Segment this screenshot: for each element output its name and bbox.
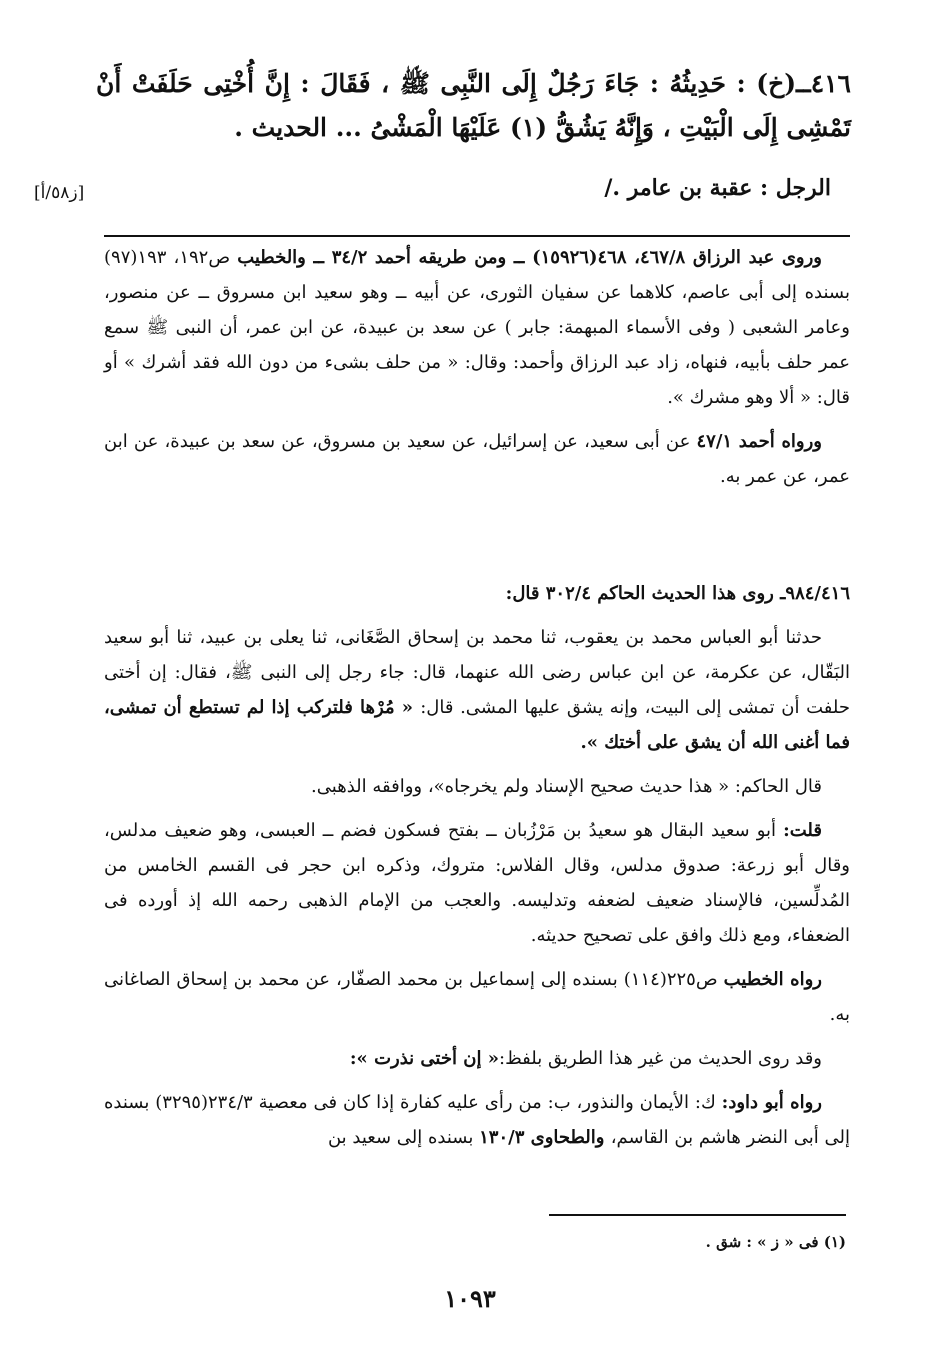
bold-text: وروى عبد الرزاق ٤٦٧/٨، ٤٦٨(١٥٩٢٦) ــ ومن طريقه أحمد ٣٤/٢ ــ والخطيب bbox=[237, 247, 822, 268]
body-text: قال الحاكم: « هذا حديث صحيح الإسناد ولم يخرجاه»، ووافقه الذهبى. bbox=[311, 776, 822, 797]
commentary-section-2 bbox=[104, 576, 850, 1164]
section-heading: ٩٨٤/٤١٦ـ روى هذا الحديث الحاكم ٣٠٢/٤ قال: bbox=[505, 583, 850, 604]
paragraph bbox=[104, 1085, 850, 1155]
bold-text: رواه الخطيب bbox=[723, 969, 822, 990]
bold-quote: « مُرْها فلتركب إذا لم تستطع أن تمشى، فما أغنى الله أن يشق على أختك ». bbox=[104, 697, 850, 753]
paragraph bbox=[104, 813, 850, 953]
bold-text: رواه أبو داود: bbox=[721, 1092, 822, 1113]
entry-heading: ٤١٦ــ(خ) : حَدِيثُهُ : جَاءَ رَجُلٌ إِلَى النَّبِى ﷺ ، فَقَالَ : إِنَّ أُخْتِى حَلَفَتْ أَنْ تَمْشِى إِلَى الْبَيْتِ ، وَإِنَّهُ يَشُقُّ (١) عَلَيْهَا الْمَشْىُ ... الحديث . bbox=[96, 69, 851, 142]
body-text: وقد روى الحديث من غير هذا الطريق بلفظ: bbox=[499, 1048, 822, 1069]
body-text: عن أبى سعيد، عن إسرائيل، عن سعيد بن مسروق، عن سعد بن عبيدة، عن ابن عمر، عن عمر به. bbox=[104, 431, 850, 487]
commentary-section-1 bbox=[104, 240, 850, 503]
footnote-divider bbox=[549, 1214, 846, 1216]
body-text: أبو سعيد البقال هو سعيدُ بن مَرْزُبان ــ بفتح فسكون فضم ــ العبسى، وهو ضعيف مدلس، وقال أبو زرعة: صدوق مدلس، وقال الفلاس: متروك، وذكره ابن حجر فى القسم الخامس من المُدلِّسين، فالإسناد ضعيف لضعفه وتدليسه. والعجب من الإمام الذهبى رحمه الله إذ أورده فى الضعفاء، ومع ذلك وافق على تصحيح حديثه. bbox=[104, 820, 850, 946]
bold-text: والطحاوى ١٣٠/٣ bbox=[479, 1127, 611, 1148]
man-identification: الرجل : عقبة بن عامر ./ bbox=[604, 175, 831, 201]
bold-text: ورواه أحمد ٤٧/١ bbox=[696, 431, 822, 452]
body-text: ك: الأيمان والنذور، ب: من رأى عليه كفارة إذا كان فى معصية ٢٣٤/٣(٣٢٩٥) بسنده إلى أبى النضر هاشم بن القاسم، bbox=[104, 1092, 850, 1148]
paragraph bbox=[104, 620, 850, 760]
bold-text: قلت: bbox=[783, 820, 822, 841]
footnote: (١) فى « ز » : شق . bbox=[705, 1233, 846, 1251]
paragraph bbox=[104, 240, 850, 415]
body-text: ص٢٢٥(١١٤) بسنده إلى إسماعيل بن محمد الصفّار، عن محمد بن إسحاق الصاغانى به. bbox=[104, 969, 850, 1025]
paragraph bbox=[104, 962, 850, 1032]
body-text: بسنده إلى سعيد بن bbox=[327, 1127, 480, 1148]
divider-line bbox=[104, 235, 850, 237]
body-text: حدثنا أبو العباس محمد بن يعقوب، ثنا محمد بن إسحاق الصَّغَانى، ثنا يعلى بن عبيد، ثنا أبو سعيد البَقّال، عن عكرمة، عن ابن عباس رضى الله عنهما، قال: جاء رجل إلى النبى ﷺ، فقال: إن أختى حلفت أن تمشى إلى البيت، وإنه يشق عليها المشى. قال: bbox=[104, 627, 850, 718]
page-number: ١٠٩٣ bbox=[444, 1284, 496, 1313]
bold-quote: « إن أختى نذرت »: bbox=[349, 1048, 499, 1069]
paragraph bbox=[104, 769, 850, 804]
body-text: ص١٩٢، ١٩٣(٩٧) بسنده إلى أبى عاصم، كلاهما عن سفيان الثورى، عن أبيه ــ وهو سعيد ابن مسروق ــ عن منصور، وعامر الشعبى ( وفى الأسماء المبهمة: جابر ) عن سعد بن عبيدة، عن ابن عمر، أن النبى ﷺ سمع عمر حلف بأبيه، فنهاه، زاد عبد الرزاق وأحمد: وقال: « من حلف بشىء من دون الله فقد أشرك » أو قال: « ألا وهو مشرك ». bbox=[104, 247, 850, 408]
paragraph bbox=[104, 1041, 850, 1076]
manuscript-reference: [ز٥٨/أ] bbox=[34, 183, 85, 203]
paragraph bbox=[104, 424, 850, 494]
